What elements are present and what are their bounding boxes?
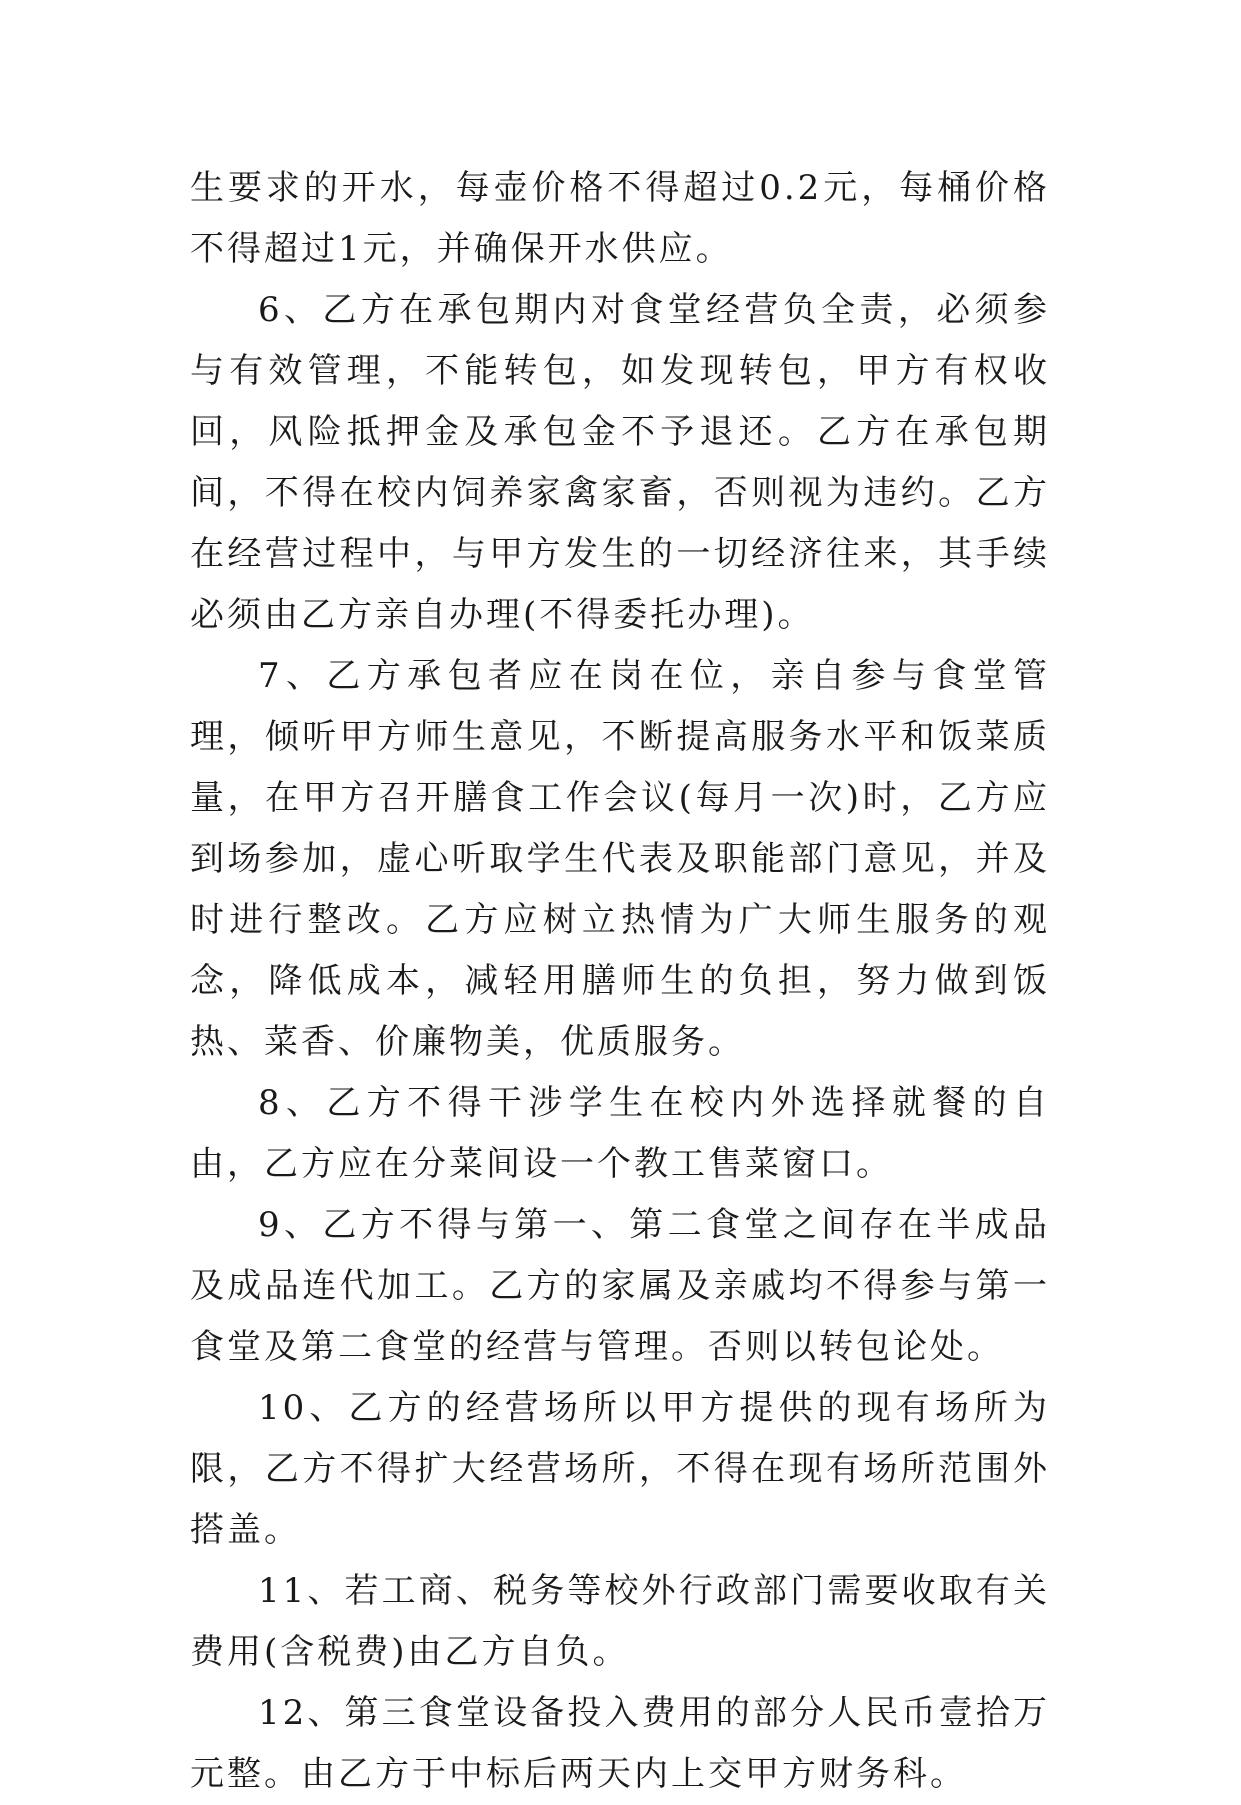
paragraph-clause-11: 11、若工商、税务等校外行政部门需要收取有关费用(含税费)由乙方自负。 bbox=[190, 1571, 1050, 1672]
paragraph-clause-9: 9、乙方不得与第一、第二食堂之间存在半成品及成品连代加工。乙方的家属及亲戚均不得参与第一食堂及第二食堂的经营与管理。否则以转包论处。 bbox=[190, 1205, 1050, 1367]
paragraph-clause-8: 8、乙方不得干涉学生在校内外选择就餐的自由，乙方应在分菜间设一个教工售菜窗口。 bbox=[190, 1083, 1050, 1184]
paragraph-clause-10: 10、乙方的经营场所以甲方提供的现有场所为限，乙方不得扩大经营场所，不得在现有场所范围外搭盖。 bbox=[190, 1388, 1050, 1550]
paragraph-clause-7: 7、乙方承包者应在岗在位，亲自参与食堂管理，倾听甲方师生意见，不断提高服务水平和饭菜质量，在甲方召开膳食工作会议(每月一次)时，乙方应到场参加，虚心听取学生代表及职能部门意见，并及时进行整改。乙方应树立热情为广大师生服务的观念，降低成本，减轻用膳师生的负担，努力做到饭热、菜香、价廉物美，优质服务。 bbox=[190, 656, 1050, 1062]
paragraph-clause-6: 6、乙方在承包期内对食堂经营负全责，必须参与有效管理，不能转包，如发现转包，甲方有权收回，风险抵押金及承包金不予退还。乙方在承包期间，不得在校内饲养家禽家畜，否则视为违约。乙方在经营过程中，与甲方发生的一切经济往来，其手续必须由乙方亲自办理(不得委托办理)。 bbox=[190, 290, 1050, 635]
document-body bbox=[190, 158, 1050, 1805]
paragraph-continuation: 生要求的开水，每壶价格不得超过0.2元，每桶价格不得超过1元，并确保开水供应。 bbox=[190, 168, 1050, 269]
paragraph-clause-12: 12、第三食堂设备投入费用的部分人民币壹拾万元整。由乙方于中标后两天内上交甲方财务科。 bbox=[190, 1693, 1050, 1794]
